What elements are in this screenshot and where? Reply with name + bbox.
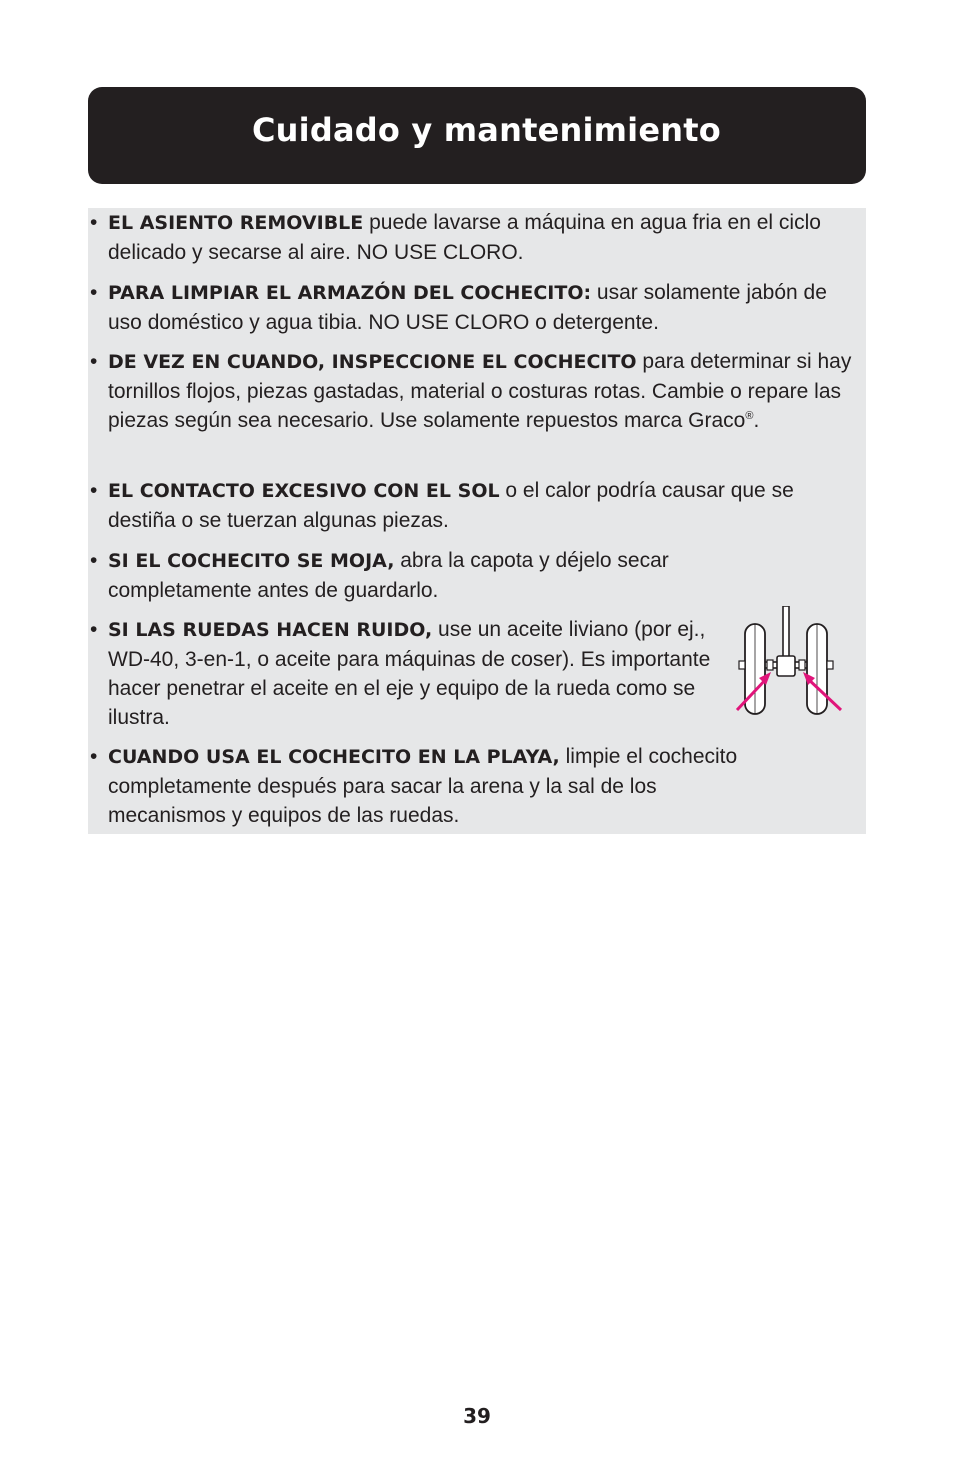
bullet: • (90, 281, 98, 304)
item-text: limpie el cochecito completamente después para sacar la arena y la sal de los mecanismos y equipos de las ruedas. (108, 745, 738, 827)
list-item (88, 615, 718, 732)
bullet: • (90, 479, 98, 502)
item-heading: DE VEZ EN CUANDO, INSPECCIONE EL COCHECITO (108, 351, 637, 373)
page-number: 39 (463, 1404, 491, 1428)
item-heading: PARA LIMPIAR EL ARMAZÓN DEL COCHECITO: (108, 282, 592, 304)
item-text: o el calor podría causar que se destiña o se tuerzan algunas piezas. (108, 479, 794, 532)
list-item (88, 208, 858, 267)
item-heading: EL CONTACTO EXCESIVO CON EL SOL (108, 480, 500, 502)
item-heading: EL ASIENTO REMOVIBLE (108, 212, 364, 234)
bullet: • (90, 618, 98, 641)
item-text: para determinar si hay tornillos flojos, piezas gastadas, material o costuras rotas. Cambie o repare las piezas según sea necesario. Use solamente repuestos marca Graco (108, 350, 852, 432)
list-item (88, 347, 858, 435)
care-instructions-panel (88, 208, 866, 834)
item-text: usar solamente jabón de uso doméstico y agua tibia. NO USE CLORO o detergente. (108, 281, 827, 334)
list-item (88, 742, 738, 830)
list-item (88, 476, 866, 535)
bullet: • (90, 745, 98, 768)
item-text: puede lavarse a máquina en agua fria en el ciclo delicado y secarse al aire. NO USE CLORO. (108, 211, 821, 264)
item-text: abra la capota y déjelo secar completamente antes de guardarlo. (108, 549, 669, 602)
registered-mark: ® (745, 410, 754, 422)
bullet: • (90, 350, 98, 373)
item-text: use un aceite liviano (por ej., WD-40, 3-en-1, o aceite para máquinas de coser). Es importante hacer penetrar el aceite en el eje y equipo de la rueda como se ilustra. (108, 618, 711, 729)
page-title: Cuidado y mantenimiento (252, 111, 721, 149)
item-text-tail: . (753, 409, 760, 432)
list-item (88, 546, 778, 605)
list-item (88, 278, 858, 337)
item-heading: CUANDO USA EL COCHECITO EN LA PLAYA, (108, 746, 560, 768)
bullet: • (90, 549, 98, 572)
item-heading: SI LAS RUEDAS HACEN RUIDO, (108, 619, 433, 641)
bullet: • (90, 211, 98, 234)
wheel-oil-points-icon (733, 606, 845, 718)
section-header (88, 87, 866, 184)
item-heading: SI EL COCHECITO SE MOJA, (108, 550, 395, 572)
